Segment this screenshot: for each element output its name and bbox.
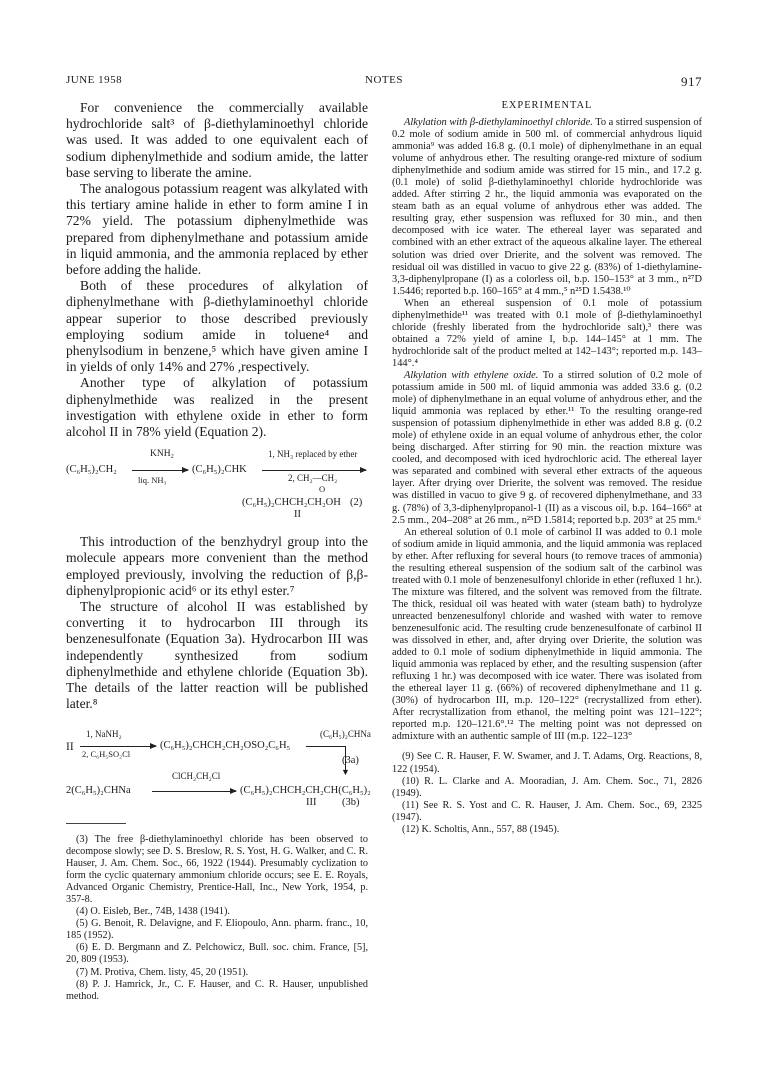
paragraph: Both of these procedures of alkylation of diphenylmethane with β-diethylaminoethyl chloride appear superior to those described previously employing sodium amide in toluene⁴ and phenylsodium in benzene,⁵ which have given amine I in yields of only 14% and 27% ,respectively. (66, 278, 368, 375)
footnote: (11) See R. S. Yost and C. R. Hauser, J. Am. Chem. Soc., 69, 2325 (1947). (392, 799, 702, 823)
eq2-product: (C₆H₅)₂CHCH₂CH₂OH (242, 497, 341, 509)
paragraph: For convenience the commercially available hydrochloride salt³ of β-diethylaminoethyl chloride was used. It was added to one equivalent each of sodium diphenylmethide and sodium amide, the latter base serving to liberate the amine. (66, 100, 368, 180)
eq2-intermediate: (C₆H₅)₂CHK (192, 464, 247, 476)
eq3-arrow-b (152, 791, 236, 792)
eq3-reag-b: ClCH₂CH₂Cl (172, 770, 221, 781)
run-in-heading: Alkylation with β-diethylaminoethyl chloride. (404, 117, 593, 128)
paragraph: The analogous potassium reagent was alkylated with this tertiary amine halide in ether to form amine I in 72% yield. The potassium diphenylmethide was prepared from diphenylmethane and potassium amide in liquid ammonia, and the ammonia replaced by ether before adding the halide. (66, 181, 368, 278)
header-date: JUNE 1958 (66, 74, 123, 86)
footnote: (4) O. Eisleb, Ber., 74B, 1438 (1941). (76, 906, 230, 918)
eq3-product-b: (C₆H₅)₂CHCH₂CH₂CH(C₆H₅)₂ (240, 784, 371, 796)
eq2-arrow-2 (262, 470, 366, 471)
paragraph: Another type of alkylation of potassium diphenylmethide was realized in the present investigation with ethylene oxide in ether to form alcohol II in 78% yield (Equation 2). (66, 375, 368, 440)
footnote: (10) R. L. Clarke and A. Mooradian, J. Am. Chem. Soc., 71, 2826 (1949). (392, 775, 702, 799)
footnote: (3) The free β-diethylaminoethyl chloride has been observed to decompose slowly; see D. S. Breslow, R. S. Yost, H. G. Walker, and C. R. Hauser, J. Am. Chem. Soc., 66, 1922 (1944). Presumably cyclization to form the cyclic quaternary ammonium chloride occurs; see E. E. Royals, Advanced Organic Chemistry, Prentice-Hall, Inc., New York, 1954, p. 357-8. (66, 833, 368, 905)
eq3-label-b: (3b) (342, 796, 360, 808)
eq3-start-b: 2(C₆H₅)₂CHNa (66, 784, 131, 796)
header-section: NOTES (365, 74, 403, 86)
eq3-start: II (66, 740, 74, 753)
eq2-oxide: O (319, 484, 326, 495)
paragraph: This introduction of the benzhydryl group into the molecule appears more convenient than the method employed previously, involving the reduction of β,β-diphenylpropionic acid⁶ or its ethyl ester.⁷ (66, 534, 368, 598)
paragraph: The structure of alcohol II was established by converting it to hydrocarbon III through its benzenesulfonate (Equation 3a). Hydrocarbon III was independently synthesized from sodium diphenylmethide and ethylene chloride (Equation 3b). The details of the latter reaction will be published later.⁸ (66, 599, 368, 712)
eq2-reagent-top: KNH₂ (150, 449, 174, 460)
eq3-reag1: 1, NaNH₂ (86, 728, 122, 739)
footnote: (5) G. Benoit, R. Delavigne, and F. Eliopoulo, Ann. pharm. franc., 10, 185 (1952). (66, 918, 368, 942)
paragraph: Alkylation with ethylene oxide. To a stirred solution of 0.2 mole of potassium amide in 500 ml. of liquid ammonia was added 33.6 g. (0.2 mole) of diphenylmethane in an equal volume of anhydrous ether, and the liquid ammonia was replaced by ether.¹¹ To the resulting orange-red suspension of potassium diphenylmethide in ether was added 8.8 g. (0.2 mole) of ethylene oxide in an equal volume of anhydrous ether, the color being discharged. After stirring for 90 min. the reaction mixture was cooled, and decomposed with iced hydrochloric acid. The ethereal layer was separated and combined with several ether extracts of the aqueous layer. After drying over Drierite, the solvent was removed. The residue was distilled in vacuo to give 9 g. of recovered diphenylmethane, and 33 g. (78%) of 3,3-diphenylpropanol-1 (II) as a viscous oil, b.p. 164–166° at 2.5 mm., 204–208° at 26 mm., n²⁵D 1.5814; reported b.p. 203° at 25 mm.⁶ (392, 369, 702, 526)
paragraph: Alkylation with β-diethylaminoethyl chloride. To a stirred suspension of 0.2 mole of sodium amide in 500 ml. of commercial anhydrous liquid ammonia⁹ was added 16.8 g. (0.1 mole) of diphenylmethane in an equal volume of anhydrous ether. The resulting orange-red mixture of sodium diphenylmethide and sodium amide was stirred for 15 min., and 17.2 g. (0.1 mole) of solid β-diethylaminoethyl chloride hydrochloride was added. After stirring 2 hr., the liquid ammonia was evaporated on the steam bath as an equal volume of anhydrous ether was added. The resulting gray, ether suspension was refluxed for 30 min., and then decomposed with ice water. The ethereal layer was separated and combined with an ether extract of the aqueous alkaline layer. The ethereal solution was dried over Drierite, and the solvent was removed. The residual oil was distilled in vacuo to give 22 g. (83%) of 1-diethylamine-3,3-diphenylpropane (I) as a colorless oil, b.p. 150–153° at 3 mm., n²⁷D 1.5446; reported b.p. 160–165° at 4 mm.,⁵ n²⁵D 1.5438.¹⁰ (392, 117, 702, 297)
eq3-product-label: III (306, 796, 317, 808)
footnote: (6) E. D. Bergmann and Z. Pelchowicz, Bull. soc. chim. France, [5], 20, 809 (1953). (66, 942, 368, 966)
eq2-step2: 2, CH₂—CH₂ (288, 473, 338, 484)
equation-2 (66, 446, 368, 521)
footnote-rule (66, 823, 126, 824)
right-column (392, 100, 702, 836)
footnote: (9) See C. R. Hauser, F. W. Swamer, and J. T. Adams, Org. Reactions, 8, 122 (1954). (392, 751, 702, 775)
paragraph: An ethereal solution of 0.1 mole of carbinol II was added to 0.1 mole of sodium amide in liquid ammonia, and the liquid ammonia was replaced by ether. After refluxing for several hours (to remove traces of ammonia) the resulting ethereal suspension of the sodium salt of the carbinol was treated with 0.1 mole of benzenesulfonyl chloride in ether (refluxed 1 hr.). The mixture was filtered, and the solvent was removed from the filtrate. The thick, residual oil was heated with water (steam bath) to hydrolyze unreacted benzenesulfonyl chloride and washed with water to remove benzenesulfonic acid. The resulting crude benzenesulfonate of carbinol II was dissolved in ether, and, after drying over Drierite, the solution was added to 0.1 mole of sodium diphenylmethide in liquid ammonia. The liquid ammonia was replaced by ether, and the resulting suspension (after refluxing 1 hr.) was decomposed with ice water. There was isolated from the ethereal layer 11 g. (66%) of recovered diphenylmethane and 11 g. (30%) of hydrocarbon III, m.p. 120–122° (recrystallized from ether). After recrystallization from ethanol, the melting point was 121–122°; reported m.p. 120–121.6°.¹² The melting point was not depressed on admixture with an authentic sample of III (m.p. 122–123° (392, 526, 702, 743)
eq3-side-reagent: (C₆H₅)₂CHNa (320, 728, 371, 739)
eq2-arrow-1 (132, 470, 188, 471)
footnote: (7) M. Protiva, Chem. listy, 45, 20 (1951). (76, 966, 249, 978)
left-column (66, 100, 371, 1003)
eq2-number: (2) (350, 497, 363, 509)
eq3-arrow-a (80, 746, 156, 747)
eq3-label-a: (3a) (342, 754, 359, 766)
run-in-heading: Alkylation with ethylene oxide. (404, 369, 539, 381)
eq2-reactant: (C₆H₅)₂CH₂ (66, 464, 117, 476)
eq2-step1: 1, NH₃ replaced by ether (268, 449, 358, 460)
paragraph: When an ethereal suspension of 0.1 mole of potassium diphenylmethide¹¹ was treated with 0.1 mole of β-diethylaminoethyl chloride (freshly liberated from the hydrochloride salt),³ there was obtained a 72% yield of amine I, b.p. 144–145° at 1 mm. The hydrochloride salt of the product melted at 142–143°; reported m.p. 143–144°.⁴ (392, 297, 702, 369)
eq3-reag2: 2, C₆H₅SO₂Cl (82, 748, 131, 759)
footnote: (12) K. Scholtis, Ann., 557, 88 (1945). (402, 824, 560, 835)
eq2-label: II (294, 509, 301, 521)
eq3-down-arrow: ▼ (341, 766, 350, 777)
equation-3 (66, 728, 371, 811)
footnote: (8) P. J. Hamrick, Jr., C. F. Hauser, and C. R. Hauser, unpublished method. (66, 978, 368, 1002)
running-header (66, 74, 702, 90)
page-number: 917 (681, 74, 702, 89)
eq3-sulfonate: (C₆H₅)₂CHCH₂CH₂OSO₂C₆H₅ (160, 739, 291, 751)
eq2-reagent-bottom: liq. NH₃ (138, 475, 167, 486)
section-heading: EXPERIMENTAL (501, 100, 593, 111)
